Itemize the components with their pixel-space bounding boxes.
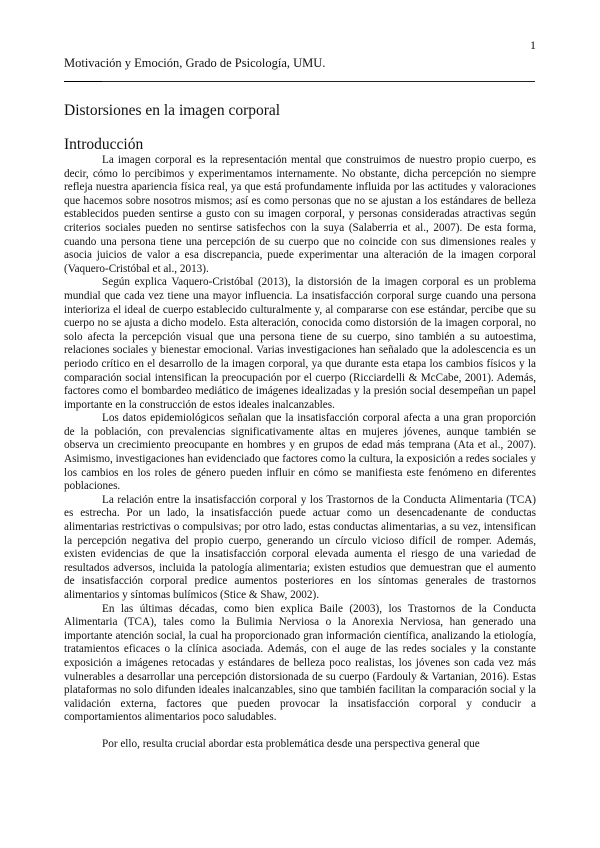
paragraph: La imagen corporal es la representación mental que construimos de nuestro propio cuerpo, es decir, cómo lo percibimos y experimentamos internamente. No obstante, dicha percepción no siempre refleja nuestra apariencia física real, ya que está profundamente influida por las actitudes y valoraciones que hacemos sobre nosotros mismos; así es como personas que no se ajustan a los estándares de belleza establecidos pueden sentirse a gusto con su imagen corporal, y personas consideradas atractivas según criterios sociales pueden no sentirse satisfechos con la suya (Salaberria et al., 2007). De esta forma, cuando una persona tiene una percepción de su cuerpo que no coincide con sus dimensiones reales y asocia juicios de valor a esa discrepancia, puede experimentar una alteración de la imagen corporal (Vaquero-Cristóbal et al., 2013).	[64, 154, 536, 275]
header-rule	[64, 81, 535, 82]
section-body	[64, 154, 536, 752]
paragraph: La relación entre la insatisfacción corporal y los Trastornos de la Conducta Alimentaria (TCA) es estrecha. Por un lado, la insatisfacción puede actuar como un desencadenante de conductas alimentarias restrictivas o compulsivas; por otro lado, estas conductas alimentarias, a su vez, intensifican la percepción negativa del propio cuerpo, generando un círculo vicioso difícil de romper. Además, existen evidencias de que la insatisfacción corporal elevada aumenta el riesgo de una variedad de resultados adversos, incluida la patología alimentaria; existen estudios que demuestran que el aumento de insatisfacción corporal predice aumentos posteriores en los síntomas generales de trastornos alimentarios y síntomas bulímicos (Stice & Shaw, 2002).	[64, 493, 536, 601]
section-heading: Introducción	[64, 136, 144, 153]
paragraph: Los datos epidemiológicos señalan que la insatisfacción corporal afecta a una gran proporción de la población, con prevalencias significativamente altas en mujeres jóvenes, aunque también se observa un crecimiento preocupante en hombres y en grupos de edad más temprana (Ata et al., 2007). Asimismo, investigaciones han evidenciado que factores como la cultura, la exposición a redes sociales y los cambios en los roles de género pueden influir en cómo se manifiesta este fenómeno en diferentes poblaciones.	[64, 412, 536, 493]
paragraph: Por ello, resulta crucial abordar esta problemática desde una perspectiva general que	[102, 737, 480, 750]
document-title: Distorsiones en la imagen corporal	[64, 102, 281, 119]
paragraph: En las últimas décadas, como bien explica Baile (2003), los Trastornos de la Conducta Alimentaria (TCA), tales como la Bulimia Nerviosa o la Anorexia Nerviosa, han generado una importante atención social, la cual ha proporcionado gran información científica, analizando la etiología, tratamientos eficaces o la clínica asociada. Además, con el auge de las redes sociales y la constante exposición a imágenes retocadas y estándares de belleza poco realistas, los jóvenes son cada vez más vulnerables a desarrollar una percepción distorsionada de su cuerpo (Fardouly & Vartanian, 2016). Estas plataformas no solo difunden ideales inalcanzables, sino que también facilitan la comparación social y la validación externa, factores que pueden provocar la insatisfacción corporal y conducir a comportamientos alimentarios poco saludables.	[64, 602, 536, 724]
paragraph: Según explica Vaquero-Cristóbal (2013), la distorsión de la imagen corporal es un problema mundial que cada vez tiene una mayor influencia. La insatisfacción corporal surge cuando una persona interioriza el ideal de cuerpo establecido culturalmente y, al compararse con ese estándar, percibe que su cuerpo no se ajusta a dicho modelo. Esta alteración, conocida como distorsión de la imagen corporal, no solo afecta la percepción visual que una persona tiene de su cuerpo, sino también a su autoestima, relaciones sociales y bienestar emocional. Varias investigaciones han señalado que la adolescencia es un periodo crítico en el desarrollo de la imagen corporal, ya que durante esta etapa los cambios físicos y la comparación social intensifican la preocupación por el cuerpo (Ricciardelli & McCabe, 2001). Además, factores como el bombardeo mediático de imágenes idealizadas y la presión social desempeñan un papel importante en la construcción de estos ideales inalcanzables.	[64, 276, 536, 411]
running-header: Motivación y Emoción, Grado de Psicología, UMU.	[64, 56, 326, 70]
header-rule-accent	[64, 81, 102, 82]
page-number: 1	[530, 38, 536, 52]
